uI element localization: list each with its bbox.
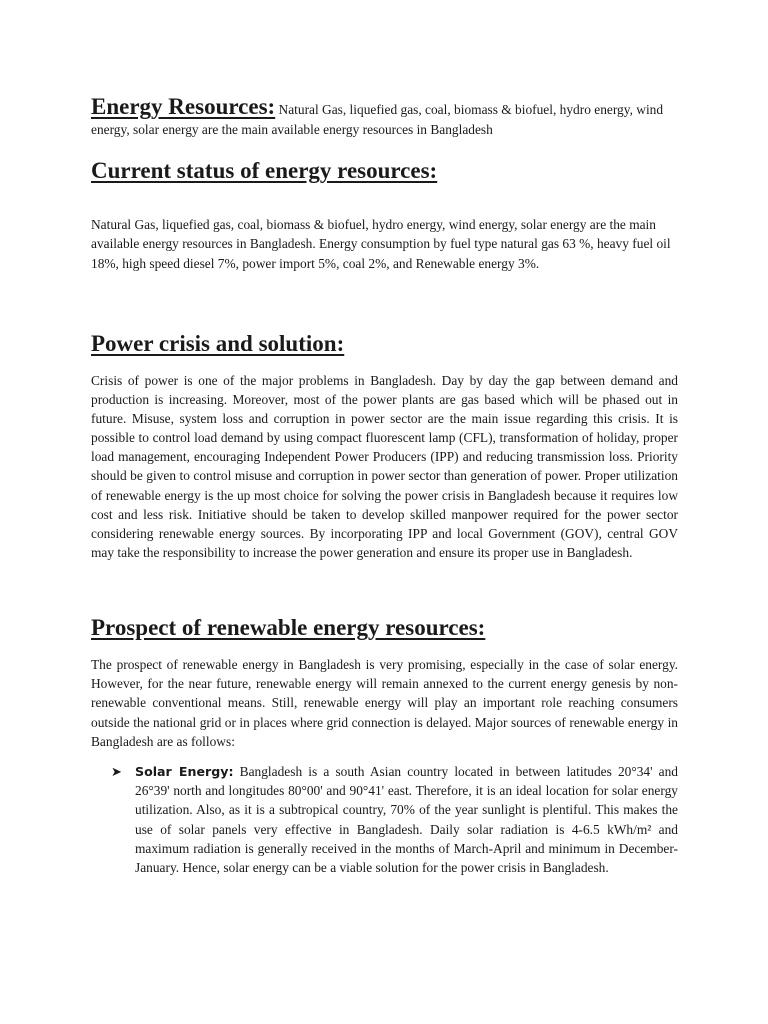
energy-resources-section (91, 94, 681, 140)
power-crisis-heading: Power crisis and solution: (91, 331, 345, 356)
solar-energy-text (135, 762, 678, 877)
list-item (111, 762, 678, 877)
current-status-paragraph: Natural Gas, liquefied gas, coal, biomass & biofuel, hydro energy, wind energy, solar energy are the main available energy resources in Bangladesh. Energy consumption by fuel type natural gas 63 %, heavy fuel oil 18%, high speed diesel 7%, power import 5%, coal 2%, and Renewable energy 3%. (91, 217, 671, 271)
renewable-sources-list (111, 762, 678, 877)
solar-energy-description: Bangladesh is a south Asian country located in between latitudes 20°34' and 26°39' north and longitudes 80°00' and 90°41' east. Therefore, it is an ideal location for solar energy utilization. Also, as it is a subtropical country, 70% of the year sunlight is plentiful. This makes the use of solar panels very effective in Bangladesh. Daily solar radiation is 4-6.5 kWh/m² and maximum radiation is generally received in the months of March-April and minimum in December-January. Hence, solar energy can be a viable solution for the power crisis in Bangladesh. (135, 764, 678, 876)
solar-energy-label: Solar Energy: (135, 764, 234, 779)
energy-resources-heading: Energy Resources: (91, 94, 276, 119)
current-status-heading: Current status of energy resources: (91, 158, 438, 183)
power-crisis-paragraph: Crisis of power is one of the major problems in Bangladesh. Day by day the gap between demand and production is increasing. Moreover, most of the power plants are gas based which will be phased out in future. Misuse, system loss and corruption in power sector are the main issue regarding this crisis. It is possible to control load demand by using compact fluorescent lamp (CFL), transformation of holiday, proper load management, encouraging Independent Power Producers (IPP) and reducing transmission loss. Priority should be given to control misuse and corruption in power sector than generation of power. Proper utilization of renewable energy is the up most choice for solving the power crisis in Bangladesh because it requires low cost and less risk. Initiative should be taken to develop skilled manpower required for the power sector considering renewable energy sources. By incorporating IPP and local Government (GOV), central GOV may take the responsibility to increase the power generation and ensure its proper use in Bangladesh. (91, 373, 678, 560)
energy-resources-text: Natural Gas, liquefied gas, coal, biomass & biofuel, hydro energy, wind energy, solar energy are the main available energy resources in Bangladesh (91, 102, 664, 137)
prospect-heading: Prospect of renewable energy resources: (91, 615, 486, 640)
prospect-paragraph: The prospect of renewable energy in Bangladesh is very promising, especially in the case of solar energy. However, for the near future, renewable energy will remain annexed to the current energy genesis by non-renewable conventional means. Still, renewable energy will play an important role reaching consumers outside the national grid or in places where grid connection is delayed. Major sources of renewable energy in Bangladesh are as follows: (91, 657, 678, 749)
arrow-bullet-icon: ➤ (111, 764, 122, 779)
